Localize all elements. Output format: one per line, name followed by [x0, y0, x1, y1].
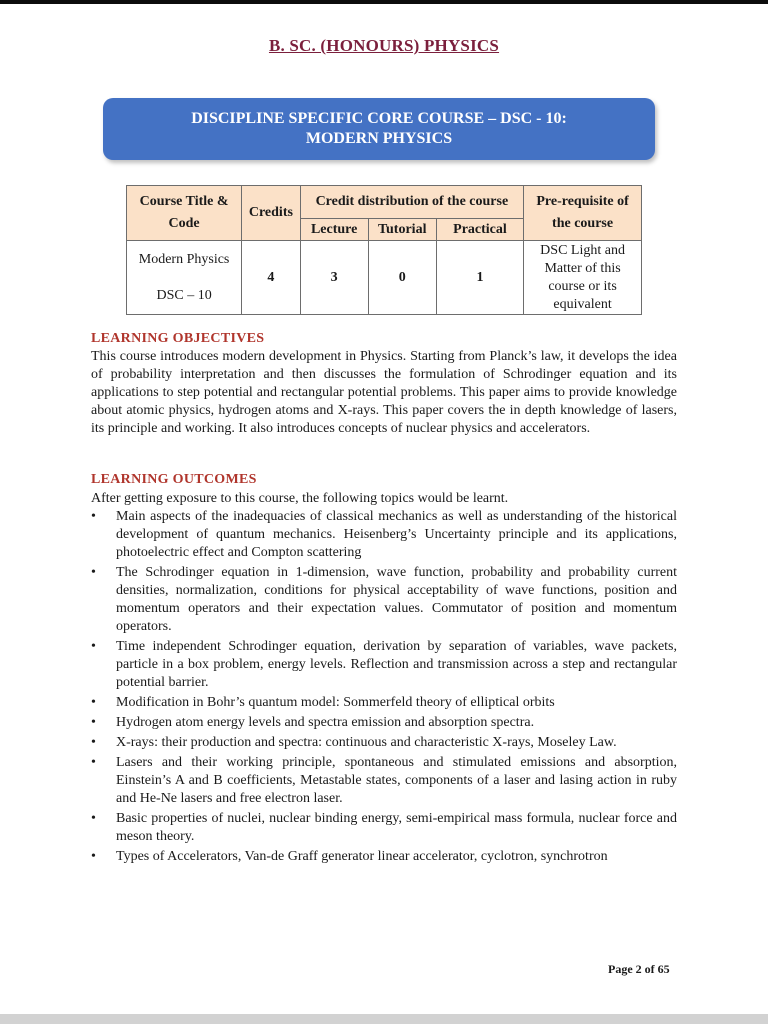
- list-item-text: Hydrogen atom energy levels and spectra emission and absorption spectra.: [116, 715, 535, 730]
- prerequisite-value: DSC Light and Matter of this course or its equivalent: [524, 241, 642, 315]
- lecture-value: 3: [300, 241, 368, 315]
- list-item-text: Modification in Bohr’s quantum model: Sommerfeld theory of elliptical orbits: [116, 695, 555, 710]
- list-item-text: Lasers and their working principle, spontaneous and stimulated emissions and absorption, Einstein’s A and B coefficients, Metastable states, components of a laser and lasing action in ruby and He-Ne lasers and free electron laser.: [116, 755, 677, 806]
- scan-top-edge: [0, 0, 768, 4]
- credits-value: 4: [242, 241, 300, 315]
- list-item: [91, 638, 677, 692]
- practical-value: 1: [436, 241, 523, 315]
- course-banner: [103, 98, 655, 160]
- header-practical: Practical: [436, 219, 523, 241]
- bullet-icon: •: [91, 715, 96, 730]
- list-item-text: Basic properties of nuclei, nuclear binding energy, semi-empirical mass formula, nuclear force and meson theory.: [116, 811, 677, 844]
- list-item-text: Types of Accelerators, Van-de Graff generator linear accelerator, cyclotron, synchrotron: [116, 849, 608, 864]
- outcomes-intro: After getting exposure to this course, the following topics would be learnt.: [91, 491, 509, 506]
- list-item-text: The Schrodinger equation in 1-dimension, wave function, probability and probability current densities, normalization, conditions for physical acceptability of wave functions, position and momentum operators and their expectation values. Commutator of position and momentum operators.: [116, 565, 677, 634]
- list-item-text: Time independent Schrodinger equation, derivation by separation of variables, wave packets, particle in a box problem, energy levels. Reflection and transmission across a step and rectangular potential barrier.: [116, 639, 677, 690]
- document-title: B. SC. (HONOURS) PHYSICS: [268, 36, 500, 55]
- header-tutorial: Tutorial: [368, 219, 436, 241]
- course-title-cell: [127, 241, 242, 315]
- page-number: Page 2 of 65: [608, 962, 670, 976]
- list-item: [91, 848, 677, 866]
- bullet-icon: •: [91, 849, 96, 864]
- table-row: [127, 241, 642, 315]
- banner-line-1: DISCIPLINE SPECIFIC CORE COURSE – DSC - 10:: [191, 110, 567, 127]
- bullet-icon: •: [91, 811, 96, 826]
- banner-line-2: MODERN PHYSICS: [305, 130, 453, 147]
- list-item: [91, 508, 677, 562]
- list-item-text: Main aspects of the inadequacies of classical mechanics as well as understanding of the historical development of quantum mechanics. Heisenberg’s Uncertainty principle and its applications, photoelectric effect and Compton scattering: [116, 509, 677, 560]
- list-item: [91, 754, 677, 808]
- bullet-icon: •: [91, 639, 96, 654]
- list-item: [91, 714, 677, 732]
- list-item: [91, 564, 677, 636]
- course-name: Modern Physics: [138, 251, 230, 267]
- scan-bottom-edge: [0, 1014, 768, 1024]
- tutorial-value: 0: [368, 241, 436, 315]
- objectives-heading: LEARNING OBJECTIVES: [91, 331, 265, 346]
- header-credits: Credits: [242, 186, 300, 241]
- header-credit-distribution: Credit distribution of the course: [300, 186, 524, 219]
- bullet-icon: •: [91, 565, 96, 580]
- header-lecture: Lecture: [300, 219, 368, 241]
- bullet-icon: •: [91, 755, 96, 770]
- credit-table: [126, 185, 642, 315]
- course-code: DSC – 10: [156, 287, 212, 303]
- list-item: [91, 734, 677, 752]
- objectives-text: This course introduces modern development in Physics. Starting from Planck’s law, it develops the idea of probability interpretation and then discusses the formulation of Schrodinger equation and its applications to step potential and rectangular potential problems. This paper aims to provide knowledge about atomic physics, hydrogen atoms and X-rays. This paper covers the in depth knowledge of lasers, its principle and working. It also introduces concepts of nuclear physics and accelerators.: [91, 349, 677, 436]
- bullet-icon: •: [91, 695, 96, 710]
- bullet-icon: •: [91, 509, 96, 524]
- list-item: [91, 810, 677, 846]
- list-item: [91, 694, 677, 712]
- bullet-icon: •: [91, 735, 96, 750]
- outcomes-list: [91, 508, 677, 868]
- list-item-text: X-rays: their production and spectra: continuous and characteristic X-rays, Moseley Law.: [116, 735, 617, 750]
- header-prerequisite: Pre-requisite of the course: [524, 186, 642, 241]
- header-course-title: Course Title & Code: [127, 186, 242, 241]
- outcomes-heading: LEARNING OUTCOMES: [91, 472, 257, 487]
